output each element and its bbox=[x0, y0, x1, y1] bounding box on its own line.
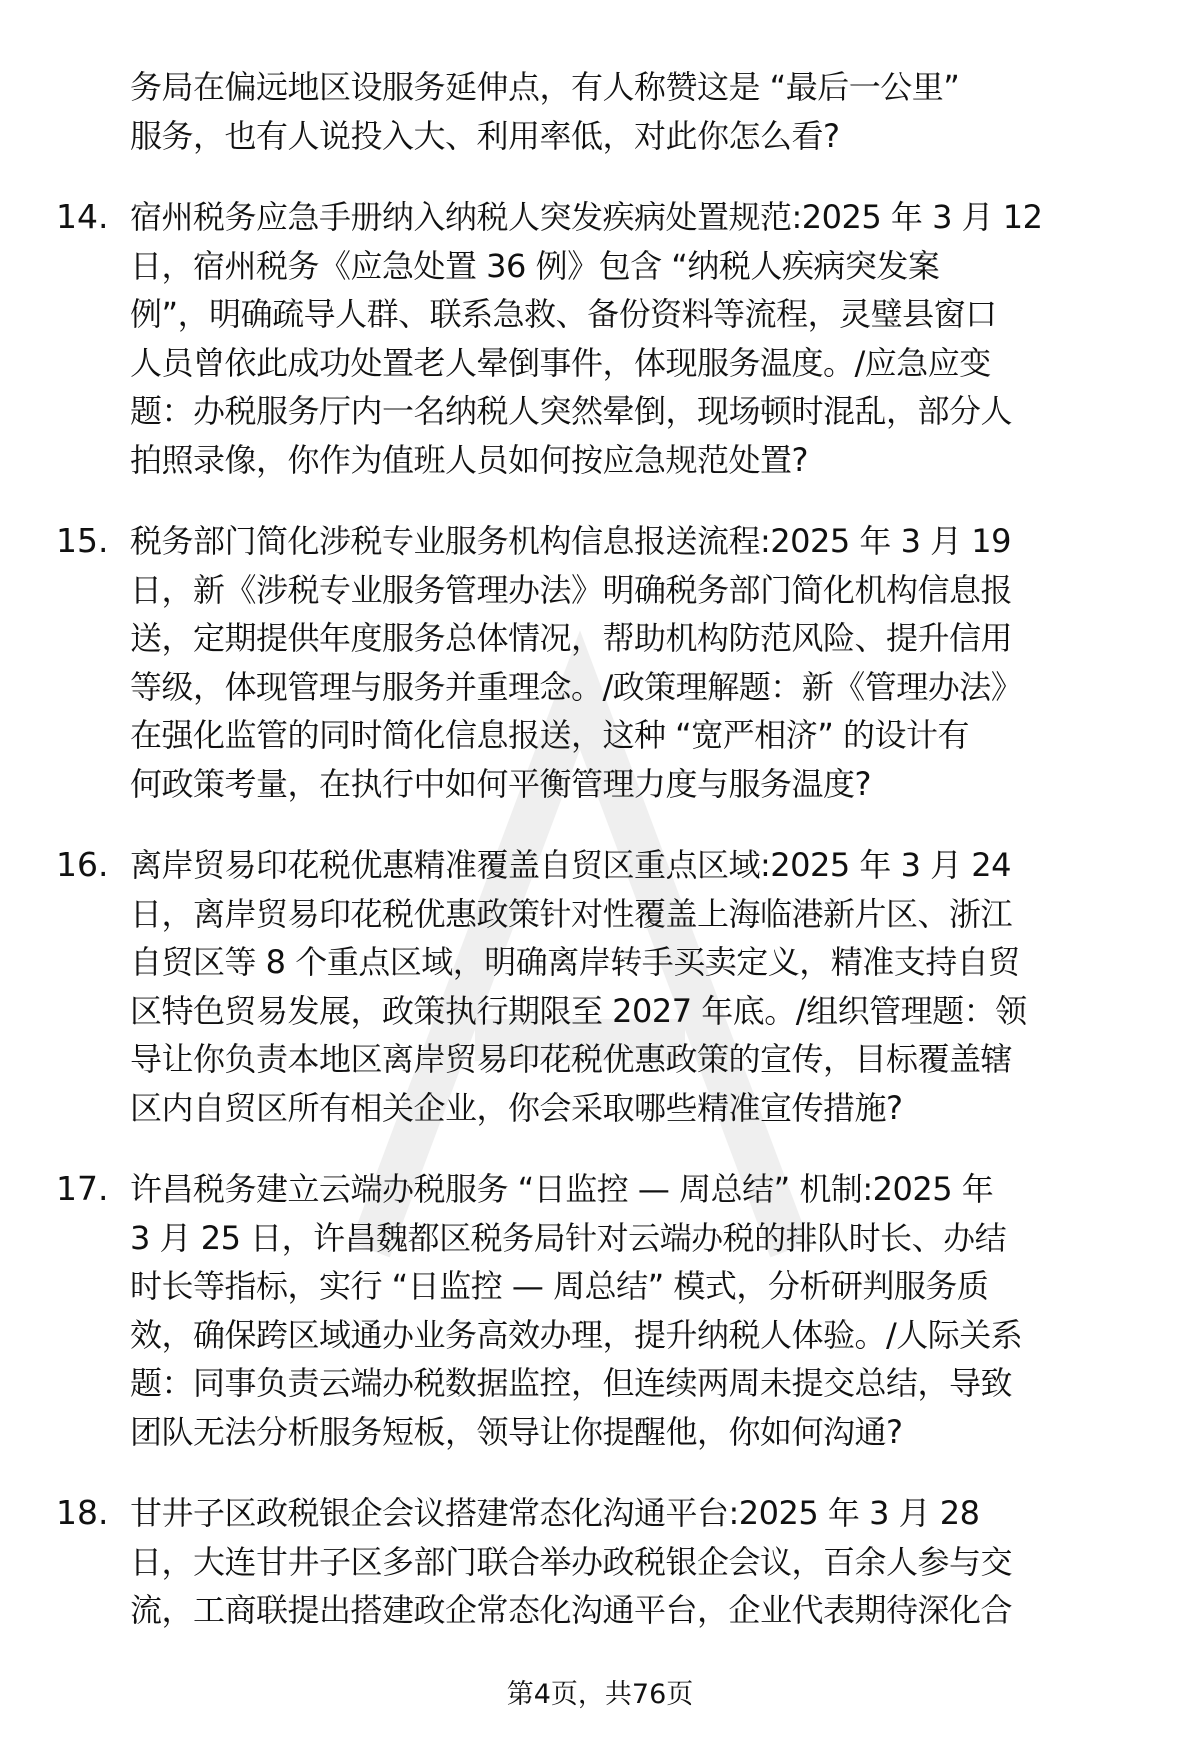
text-line: 送，定期提供年度服务总体情况，帮助机构防范风险、提升信用 bbox=[130, 619, 1013, 657]
item-number: 16. bbox=[56, 845, 109, 884]
text-line: 团队无法分析服务短板，领导让你提醒他，你如何沟通? bbox=[130, 1412, 903, 1451]
text-line: 离岸贸易印花税优惠精准覆盖自贸区重点区域:2025 年 3 月 24 bbox=[130, 846, 1011, 884]
text-line: 等级，体现管理与服务并重理念。/政策理解题：新《管理办法》 bbox=[130, 667, 1023, 706]
text-line: 在强化监管的同时简化信息报送，这种 “宽严相济” 的设计有 bbox=[130, 716, 970, 754]
text-line: 许昌税务建立云端办税服务 “日监控 — 周总结” 机制:2025 年 bbox=[130, 1170, 994, 1208]
list-item bbox=[0, 193, 1200, 484]
text-line: 效，确保跨区域通办业务高效办理，提升纳税人体验。/人际关系 bbox=[130, 1315, 1023, 1354]
text-line: 务局在偏远地区设服务延伸点，有人称赞这是 “最后一公里” bbox=[130, 68, 960, 106]
item-number: 18. bbox=[56, 1493, 109, 1532]
list-item bbox=[0, 841, 1200, 1132]
item-number: 15. bbox=[56, 521, 109, 560]
item-number: 14. bbox=[56, 197, 109, 236]
item-number: 17. bbox=[56, 1169, 109, 1208]
list-item bbox=[0, 517, 1200, 808]
text-line: 区内自贸区所有相关企业，你会采取哪些精准宣传措施? bbox=[130, 1088, 903, 1127]
text-line: 日，新《涉税专业服务管理办法》明确税务部门简化机构信息报 bbox=[130, 570, 1013, 609]
text-line: 拍照录像，你作为值班人员如何按应急规范处置? bbox=[130, 440, 808, 479]
text-line: 区特色贸易发展，政策执行期限至 2027 年底。/组织管理题：领 bbox=[130, 991, 1027, 1030]
text-line: 甘井子区政税银企会议搭建常态化沟通平台:2025 年 3 月 28 bbox=[130, 1494, 980, 1532]
text-line: 日，离岸贸易印花税优惠政策针对性覆盖上海临港新片区、浙江 bbox=[130, 894, 1013, 933]
text-line: 自贸区等 8 个重点区域，明确离岸转手买卖定义，精准支持自贸 bbox=[130, 943, 1020, 981]
text-line: 题：同事负责云端办税数据监控，但连续两周未提交总结，导致 bbox=[130, 1364, 1013, 1402]
text-line: 日，宿州税务《应急处置 36 例》包含 “纳税人疾病突发案 bbox=[130, 246, 940, 285]
text-line: 3 月 25 日，许昌魏都区税务局针对云端办税的排队时长、办结 bbox=[130, 1218, 1007, 1257]
text-line: 时长等指标，实行 “日监控 — 周总结” 模式，分析研判服务质 bbox=[130, 1267, 989, 1305]
text-line: 流，工商联提出搭建政企常态化沟通平台，企业代表期待深化合 bbox=[130, 1591, 1013, 1629]
text-line: 日，大连甘井子区多部门联合举办政税银企会议，百余人参与交 bbox=[130, 1542, 1013, 1581]
text-line: 题：办税服务厅内一名纳税人突然晕倒，现场顿时混乱，部分人 bbox=[130, 392, 1013, 430]
text-line: 导让你负责本地区离岸贸易印花税优惠政策的宣传，目标覆盖辖 bbox=[130, 1040, 1013, 1078]
list-item bbox=[0, 1165, 1200, 1456]
text-line: 何政策考量，在执行中如何平衡管理力度与服务温度? bbox=[130, 764, 871, 803]
text-line: 宿州税务应急手册纳入纳税人突发疾病处置规范:2025 年 3 月 12 bbox=[130, 198, 1043, 236]
continued-paragraph bbox=[0, 63, 1200, 160]
text-line: 人员曾依此成功处置老人晕倒事件，体现服务温度。/应急应变 bbox=[130, 343, 991, 382]
text-line: 税务部门简化涉税专业服务机构信息报送流程:2025 年 3 月 19 bbox=[130, 522, 1011, 560]
text-line: 服务，也有人说投入大、利用率低，对此你怎么看? bbox=[130, 116, 840, 155]
page-number: 第4页，共76页 bbox=[506, 1679, 694, 1710]
document-body bbox=[0, 63, 1200, 1635]
text-line: 例”，明确疏导人群、联系急救、备份资料等流程，灵璧县窗口 bbox=[130, 295, 997, 333]
list-item bbox=[0, 1489, 1200, 1635]
